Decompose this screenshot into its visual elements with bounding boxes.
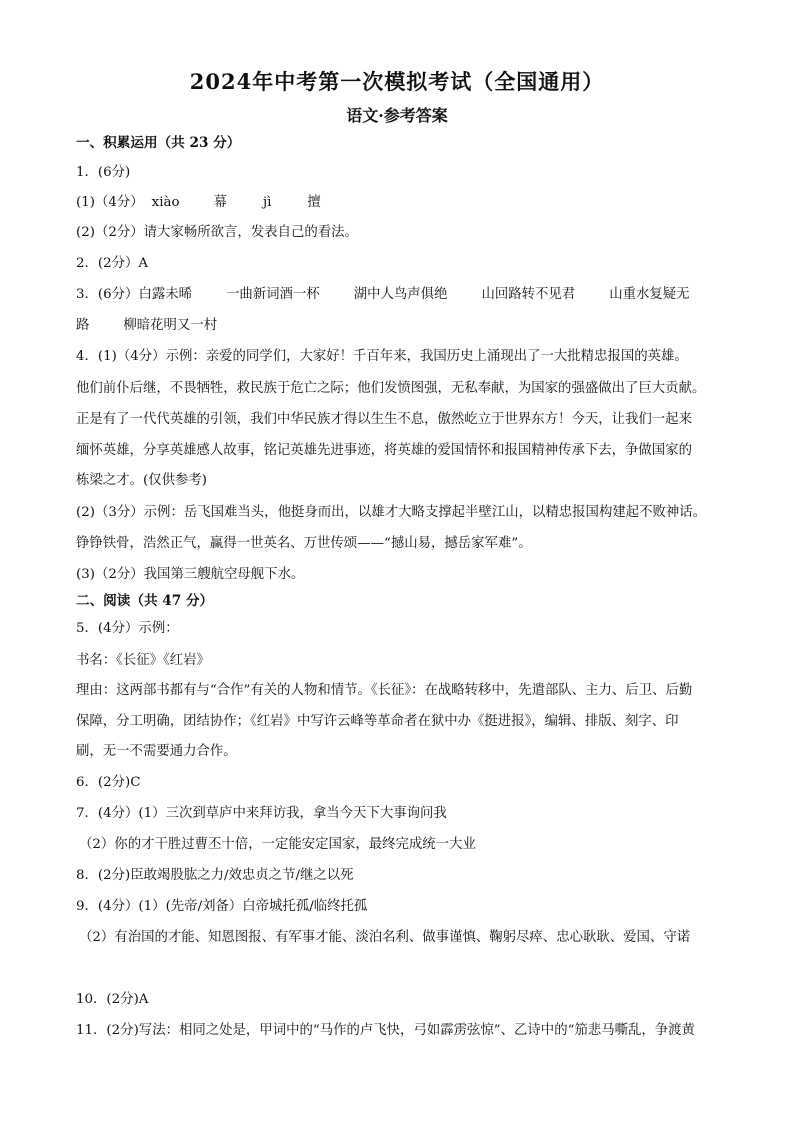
q1-heading: 1．(6分) bbox=[76, 165, 131, 180]
q4-line3: 正是有了一代代英雄的引领，我们中华民族才得以生生不息，傲然屹立于世界东方！今天，让我们一起来 bbox=[76, 412, 692, 427]
q5-line4: 保障，分工明确，团结协作；《红岩》中写许云峰等革命者在狱中办《挺进报》，编辑、排版、刻字、印 bbox=[76, 714, 679, 729]
q1-answer-a: xiào bbox=[151, 195, 180, 210]
q10-answer: 10．(2分)A bbox=[76, 992, 149, 1007]
q3-line1 bbox=[76, 286, 690, 304]
q4-line2: 他们前仆后继，不畏牺牲，救民族于危亡之际；他们发愤图强，无私奉献，为国家的强盛做出了巨大贡献。 bbox=[76, 381, 706, 396]
q1-answer-c: jì bbox=[262, 195, 272, 210]
q3-answer-c: 湖中人鸟声俱绝 bbox=[353, 287, 448, 302]
q4-line1: 4．(1)（4分）示例：亲爱的同学们，大家好！千百年来，我国历史上涌现出了一大批精忠报国的英雄。 bbox=[76, 349, 688, 364]
q5-line2: 书名：《长征》《红岩》 bbox=[76, 653, 210, 668]
q3-answer-e-end: 路 bbox=[76, 318, 90, 333]
section-heading-1: 一、积累运用（共 23 分） bbox=[76, 135, 241, 151]
q3-answer-d: 山回路转不见君 bbox=[481, 287, 576, 302]
q6-answer: 6．(2分)C bbox=[76, 775, 141, 790]
q8-answer: 8．(2分)臣敢竭股肱之力/效忠贞之节/继之以死 bbox=[76, 868, 354, 883]
q1-answer-d: 擅 bbox=[307, 195, 321, 210]
q9-line1: 9．(4分）(1）(先帝/刘备）白帝城托孤/临终托孤 bbox=[76, 899, 368, 914]
q3-label: 3．(6分） bbox=[76, 287, 139, 302]
q5-line3: 理由：这两部书都有与“合作”有关的人物和情节。《长征》：在战略转移中，先遣部队、主力、后卫、后勤 bbox=[76, 683, 693, 698]
page-subtitle: 语文·参考答案 bbox=[346, 106, 448, 125]
q3-answer-e: 山重水复疑无 bbox=[609, 287, 690, 302]
q4-line7: 铮铮铁骨，浩然正气，赢得一世英名、万世传颂——“撼山易，撼岳家军难”。 bbox=[76, 536, 532, 551]
q7-line1: 7．(4分）(1）三次到草庐中来拜访我，拿当今天下大事询问我 bbox=[76, 806, 447, 821]
q3-answer-b: 一曲新词酒一杯 bbox=[226, 287, 320, 302]
q7-line2: （2）你的才干胜过曹丕十倍，一定能安定国家，最终完成统一大业 bbox=[79, 837, 476, 852]
q5-line5: 刷，无一不需要通力合作。 bbox=[76, 744, 237, 759]
q4-line5: 栋梁之才。(仅供参考) bbox=[76, 473, 207, 488]
q2-answer: 2．(2分）A bbox=[76, 256, 149, 271]
page-title: 2024年中考第一次模拟考试（全国通用） bbox=[189, 69, 605, 94]
section-heading-2: 二、阅读（共 47 分） bbox=[76, 593, 214, 609]
q3-answer-a: 白露未晞 bbox=[138, 287, 192, 302]
q4-line4: 缅怀英雄，分享英雄感人故事，铭记英雄先进事迹，将英雄的爱国情怀和报国精神传承下去，争做国家的 bbox=[76, 443, 692, 458]
q1-answer-b: 幕 bbox=[213, 195, 227, 210]
q4-line8: (3)（2分）我国第三艘航空母舰下水。 bbox=[76, 567, 305, 582]
q4-line6: (2)（3分）示例：岳飞国难当头，他挺身而出，以雄才大略支撑起半壁江山，以精忠报国构建起不败神话。 bbox=[76, 505, 707, 520]
q1-part1-label: (1)（4分） bbox=[76, 195, 144, 210]
q1-part2: (2)（2分）请大家畅所欲言，发表自己的看法。 bbox=[76, 225, 358, 240]
q11-line1: 11．(2分)写法：相同之处是，甲词中的“马作的卢飞快，弓如霹雳弦惊”、乙诗中的“笳悲马嘶乱，争渡黄 bbox=[76, 1023, 695, 1038]
q1-part1 bbox=[76, 194, 321, 212]
q3-answer-f: 柳暗花明又一村 bbox=[123, 318, 218, 333]
q5-line1: 5．(4分）示例： bbox=[76, 621, 179, 636]
q9-line2: （2）有治国的才能、知恩图报、有军事才能、淡泊名利、做事谨慎、鞠躬尽瘁、忠心耿耿、爱国、守诺 bbox=[79, 930, 691, 945]
q3-line2 bbox=[76, 317, 217, 335]
